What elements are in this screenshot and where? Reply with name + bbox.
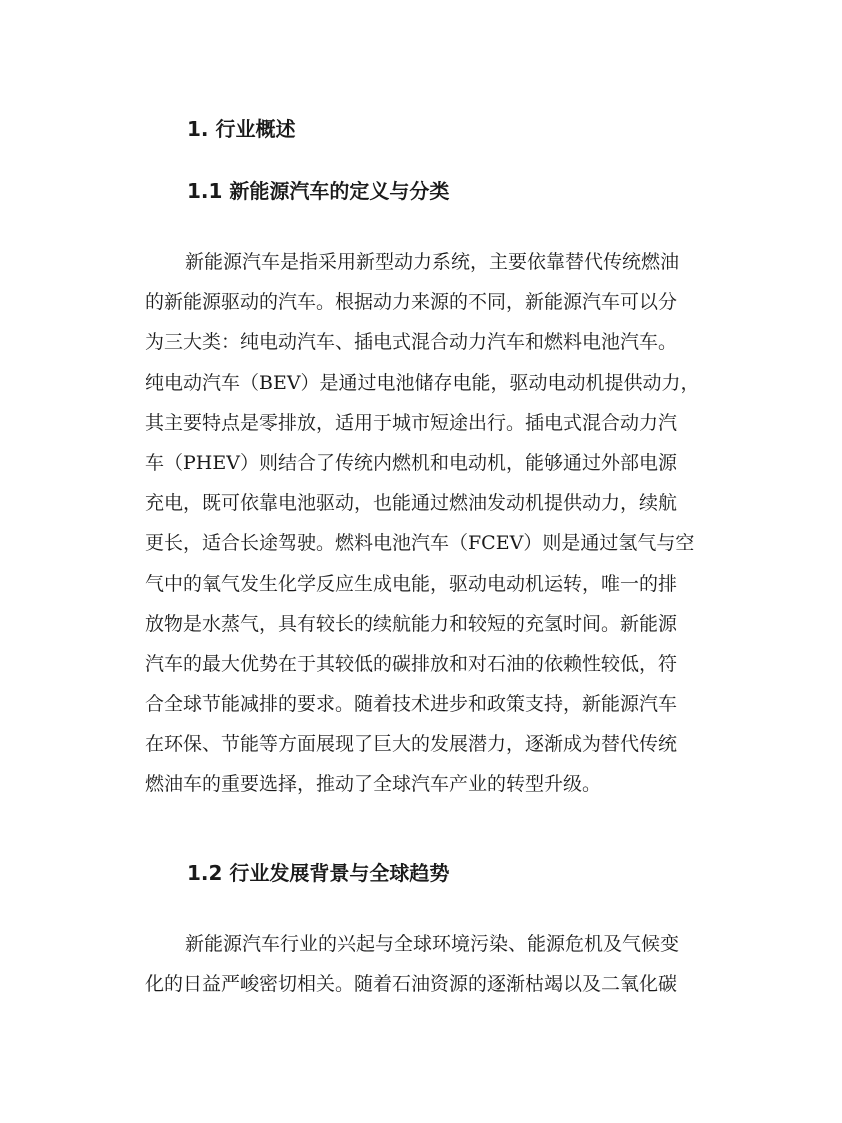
section-heading-1: 1. 行业概述 xyxy=(187,117,296,141)
paragraph-line: 车（PHEV）则结合了传统内燃机和电动机，能够通过外部电源 xyxy=(145,451,677,474)
paragraph-line: 气中的氧气发生化学反应生成电能，驱动电动机运转，唯一的排 xyxy=(145,572,678,595)
paragraph-line: 纯电动汽车（BEV）是通过电池储存电能，驱动电动机提供动力， xyxy=(145,371,700,394)
paragraph-line: 为三大类：纯电动汽车、插电式混合动力汽车和燃料电池汽车。 xyxy=(145,331,678,354)
section-heading-1-1: 1.1 新能源汽车的定义与分类 xyxy=(187,179,450,203)
paragraph-background-trends xyxy=(145,924,705,1004)
paragraph-line: 其主要特点是零排放，适用于城市短途出行。插电式混合动力汽 xyxy=(145,411,678,434)
paragraph-line: 新能源汽车是指采用新型动力系统，主要依靠替代传统燃油 xyxy=(185,251,680,273)
paragraph-line: 的新能源驱动的汽车。根据动力来源的不同，新能源汽车可以分 xyxy=(145,291,678,314)
section-heading-1-2: 1.2 行业发展背景与全球趋势 xyxy=(187,861,450,885)
paragraph-line: 更长，适合长途驾驶。燃料电池汽车（FCEV）则是通过氢气与空 xyxy=(145,532,695,555)
paragraph-line: 新能源汽车行业的兴起与全球环境污染、能源危机及气候变 xyxy=(185,933,680,955)
paragraph-line: 化的日益严峻密切相关。随着石油资源的逐渐枯竭以及二氧化碳 xyxy=(145,973,678,996)
paragraph-line: 在环保、节能等方面展现了巨大的发展潜力，逐渐成为替代传统 xyxy=(145,733,678,756)
paragraph-line: 放物是水蒸气，具有较长的续航能力和较短的充氢时间。新能源 xyxy=(145,612,678,635)
paragraph-line: 合全球节能减排的要求。随着技术进步和政策支持，新能源汽车 xyxy=(145,693,678,716)
paragraph-line: 汽车的最大优势在于其较低的碳排放和对石油的依赖性较低，符 xyxy=(145,652,678,675)
paragraph-line: 充电，既可依靠电池驱动，也能通过燃油发动机提供动力，续航 xyxy=(145,492,678,515)
paragraph-definition-classification xyxy=(145,242,705,805)
paragraph-line: 燃油车的重要选择，推动了全球汽车产业的转型升级。 xyxy=(145,773,602,796)
